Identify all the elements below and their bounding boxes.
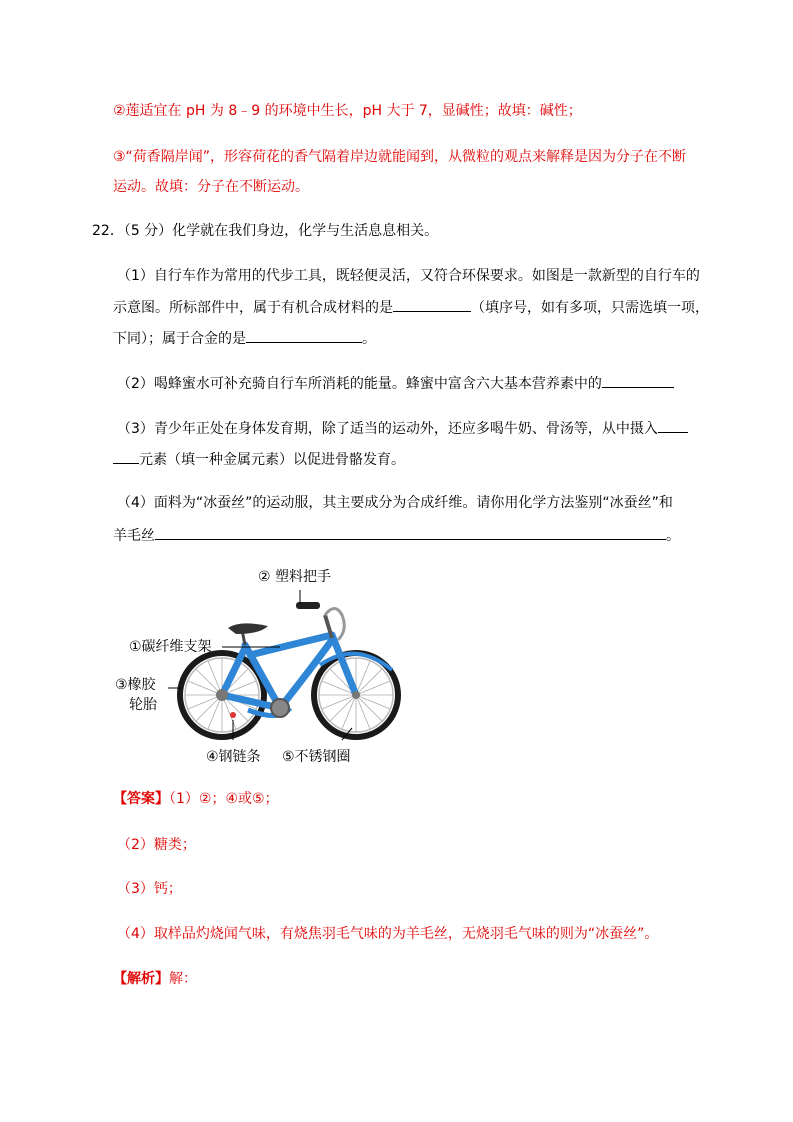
label-rubber-tire-1: ③橡胶 [115,677,156,693]
answer-a3: （3）钙； [117,881,182,897]
q4-text-b: 。 [666,528,680,544]
answer-a2: （2）糖类； [117,837,196,853]
answer-line1 [113,790,279,808]
q1-line3-text-b: 。 [362,331,376,347]
rear-hub [216,689,228,701]
q2-line [117,373,674,393]
q3-line1 [117,418,688,438]
answer-tag: 【答案】 [113,791,169,807]
q3-blank-part1[interactable] [658,418,688,433]
chainring [271,699,289,717]
q4-line1: （4）面料为“冰蚕丝”的运动服，其主要成分为合成纤维。请你用化学方法鉴别“冰蚕丝”和 [117,495,673,511]
q1-line3 [113,328,376,348]
label-steel-chain: ④钢链条 [206,749,261,765]
analysis-text: 解： [169,971,197,987]
q4-line2 [113,525,680,545]
analysis-tag: 【解析】 [113,971,169,987]
bicycle-figure [110,560,410,775]
answer-a4: （4）取样品灼烧闻气味，有烧焦羽毛气味的为羊毛丝，无烧羽毛气味的则为“冰蚕丝”。 [117,926,659,942]
q2-blank[interactable] [602,373,674,388]
q1-line3-text-a: 下同）；属于合金的是 [113,331,246,347]
q4-blank[interactable] [155,525,666,540]
q3-text-2: 元素（填一种金属元素）以促进骨骼发育。 [139,452,405,468]
label-rubber-tire-2: 轮胎 [129,697,157,713]
q4-text-a: 羊毛丝 [113,528,155,544]
seat [228,623,268,634]
front-hub [352,691,360,699]
q1-line2-text-a: 示意图。所标部件中，属于有机合成材料的是 [113,300,393,316]
prev-answer-item3-line2: 运动。故填：分子在不断运动。 [113,179,309,195]
q3-line2 [113,449,405,469]
label-stainless-rim: ⑤不锈钢圈 [282,749,351,765]
q3-text-1: （3）青少年正处在身体发育期，除了适当的运动外，还应多喝牛奶、骨汤等，从中摄入 [117,421,658,437]
prev-answer-item3-line1: ③“荷香隔岸闻”，形容荷花的香气隔着岸边就能闻到，从微粒的观点来解释是因为分子在不断 [113,149,687,165]
bicycle-illustration [110,560,410,775]
q1-line1: （1）自行车作为常用的代步工具，既轻便灵活，又符合环保要求。如图是一款新型的自行车的 [117,268,700,284]
label-carbon-frame: ①碳纤维支架 [129,639,212,655]
label-plastic-handle: ② 塑料把手 [258,569,332,585]
bicycle-frame [222,635,356,708]
q1-blank-alloy[interactable] [246,328,362,343]
rear-reflector [230,712,236,718]
question-stem: 22．（5 分）化学就在我们身边，化学与生活息息相关。 [92,223,439,239]
q1-blank-organic[interactable] [393,297,471,312]
analysis-line [113,970,197,988]
q1-line2-text-b: （填序号，如有多项，只需选填一项， [471,300,709,316]
prev-answer-item2: ②莲适宜在 pH 为 8﹣9 的环境中生长，pH 大于 7，显碱性；故填：碱性； [113,103,582,119]
q3-blank-part2[interactable] [113,449,139,464]
answer-a1: （1）②；④或⑤； [169,791,279,807]
q1-line2 [113,297,709,317]
q2-text: （2）喝蜂蜜水可补充骑自行车所消耗的能量。蜂蜜中富含六大基本营养素中的 [117,376,602,392]
